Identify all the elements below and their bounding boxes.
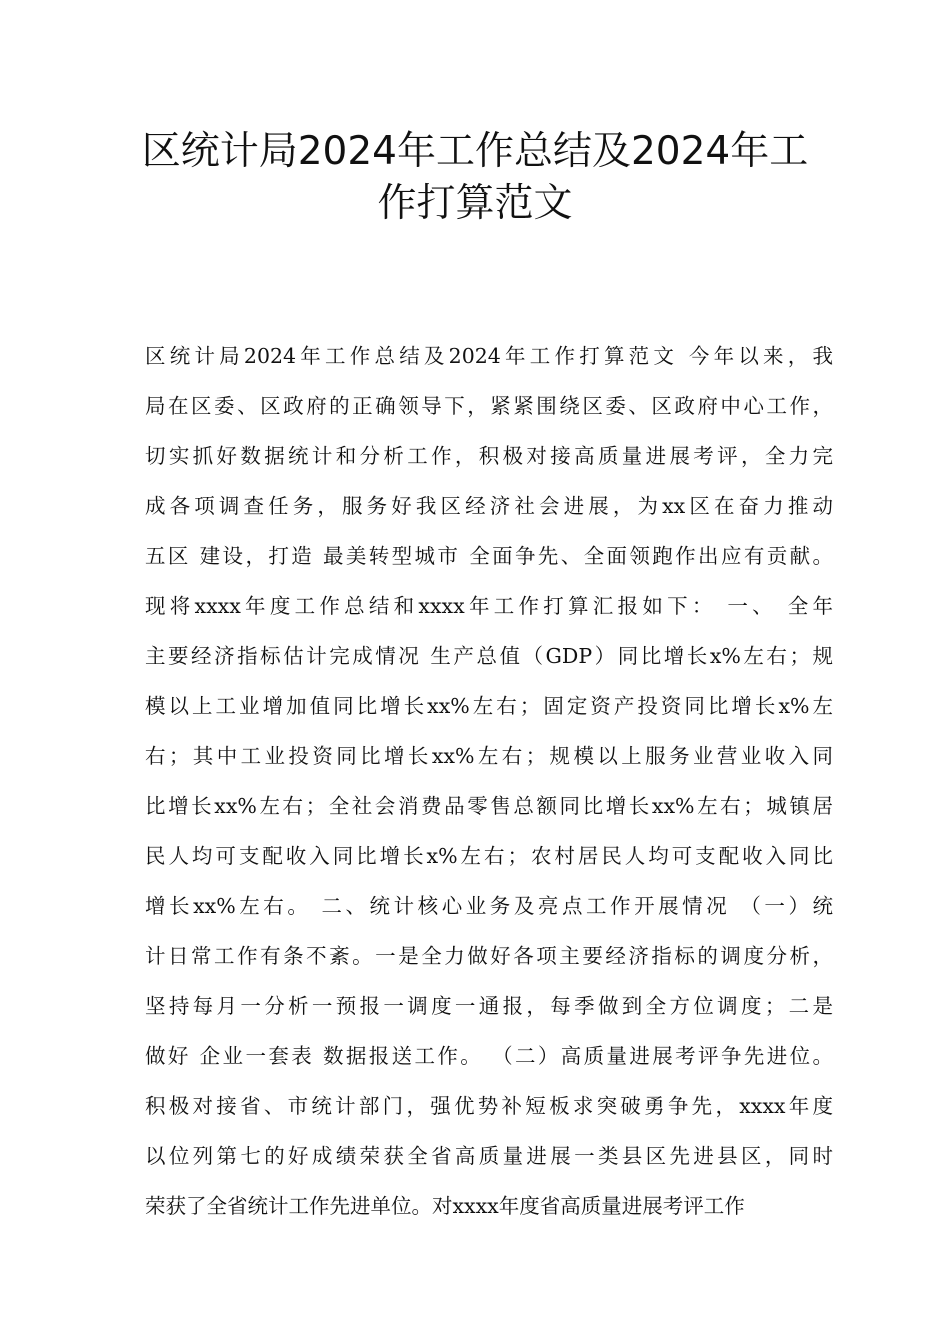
- document-body: [145, 331, 833, 1231]
- body-line: 右；其中工业投资同比增长xx%左右；规模以上服务业营业收入同: [145, 744, 833, 768]
- body-line: 增长xx%左右。 二、统计核心业务及亮点工作开展情况 （一）统: [145, 894, 833, 918]
- body-line: 比增长xx%左右；全社会消费品零售总额同比增长xx%左右；城镇居: [145, 794, 833, 818]
- body-line: 成各项调查任务，服务好我区经济社会进展，为xx区在奋力推动: [145, 494, 833, 518]
- body-line: 计日常工作有条不紊。一是全力做好各项主要经济指标的调度分析，: [145, 944, 833, 968]
- document-title: [100, 126, 850, 230]
- body-line: 主要经济指标估计完成情况 生产总值（GDP）同比增长x%左右；规: [145, 644, 833, 668]
- body-line: 以位列第七的好成绩荣获全省高质量进展一类县区先进县区，同时: [145, 1144, 833, 1168]
- body-line: 做好 企业一套表 数据报送工作。 （二）高质量进展考评争先进位。: [145, 1044, 833, 1068]
- body-line: 五区 建设，打造 最美转型城市 全面争先、全面领跑作出应有贡献。: [145, 544, 833, 568]
- body-line: 坚持每月一分析一预报一调度一通报，每季做到全方位调度；二是: [145, 994, 833, 1018]
- body-line: 切实抓好数据统计和分析工作，积极对接高质量进展考评，全力完: [145, 444, 833, 468]
- body-line: 积极对接省、市统计部门，强优势补短板求突破勇争先，xxxx年度: [145, 1094, 833, 1118]
- body-line: 模以上工业增加值同比增长xx%左右；固定资产投资同比增长x%左: [145, 694, 833, 718]
- body-line: 荣获了全省统计工作先进单位。对xxxx年度省高质量进展考评工作: [145, 1194, 745, 1218]
- body-line: 局在区委、区政府的正确领导下，紧紧围绕区委、区政府中心工作，: [145, 394, 833, 418]
- body-line: 区统计局2024年工作总结及2024年工作打算范文 今年以来，我: [145, 344, 833, 368]
- body-line: 民人均可支配收入同比增长x%左右；农村居民人均可支配收入同比: [145, 844, 833, 868]
- title-line-2: 作打算范文: [377, 181, 573, 226]
- title-line-1: 区统计局2024年工作总结及2024年工: [141, 129, 809, 174]
- body-line: 现将xxxx年度工作总结和xxxx年工作打算汇报如下： 一、 全年: [145, 594, 833, 618]
